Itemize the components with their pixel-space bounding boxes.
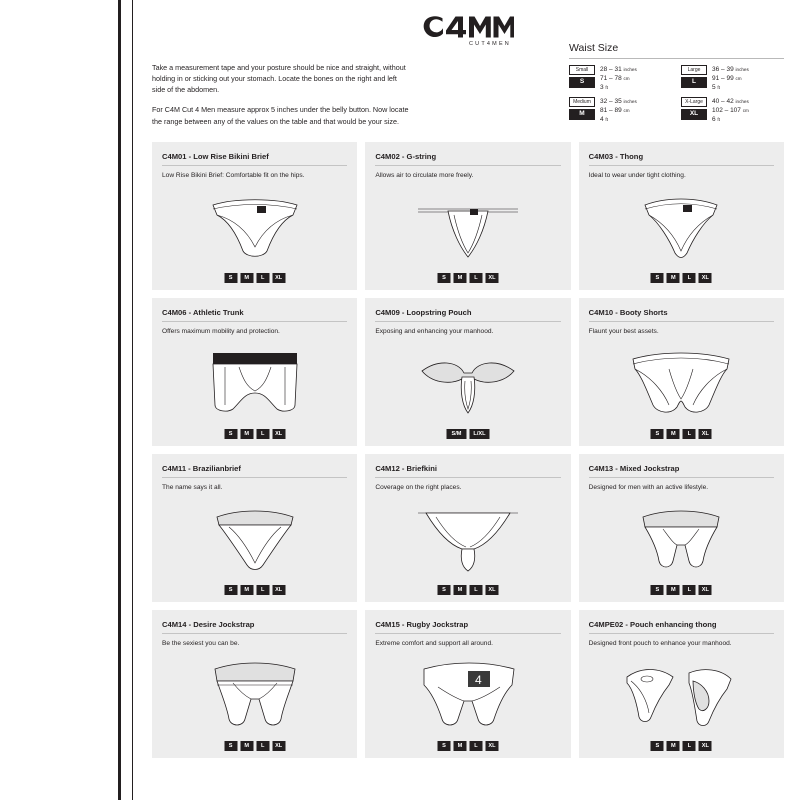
size-badge[interactable]: L — [469, 741, 482, 751]
size-label-long: Large — [681, 65, 707, 75]
size-measurements — [712, 97, 749, 124]
product-title-divider — [162, 165, 347, 166]
size-ft: 5 ft — [712, 83, 720, 91]
page-header — [152, 14, 784, 132]
size-badge[interactable]: XL — [699, 429, 712, 439]
product-title-divider — [375, 477, 560, 478]
c4m-logo-icon — [422, 14, 514, 40]
size-badge[interactable]: L — [683, 429, 696, 439]
size-cm: 71 – 78 cm — [600, 74, 630, 82]
product-illustration-thong — [579, 190, 784, 264]
size-label-short: XL — [681, 109, 707, 120]
size-badge[interactable]: M — [453, 585, 466, 595]
product-description: Designed front pouch to enhance your manhood. — [588, 640, 732, 647]
product-description: Offers maximum mobility and protection. — [162, 328, 280, 335]
size-badge[interactable]: S — [437, 273, 450, 283]
size-badge[interactable]: S — [651, 741, 664, 751]
size-ft: 4 ft — [600, 115, 608, 123]
product-title-divider — [375, 165, 560, 166]
product-title: C4M12 - Briefkini — [375, 464, 437, 473]
size-badge[interactable]: XL — [272, 429, 285, 439]
product-illustration-trunk — [152, 346, 357, 420]
size-measurements — [600, 65, 637, 92]
product-card[interactable] — [152, 454, 357, 602]
product-title: C4M02 - G-string — [375, 152, 437, 161]
size-tag-group — [681, 65, 707, 92]
size-badge[interactable]: M — [453, 273, 466, 283]
product-description: Allows air to circulate more freely. — [375, 172, 474, 179]
size-label-short: S — [569, 77, 595, 88]
product-size-list — [224, 741, 285, 751]
product-description: Exposing and enhancing your manhood. — [375, 328, 494, 335]
size-badge[interactable]: M — [240, 741, 253, 751]
size-badge[interactable]: XL — [272, 273, 285, 283]
product-grid — [152, 142, 784, 758]
product-card[interactable] — [365, 298, 570, 446]
product-illustration-loopstring — [365, 346, 570, 420]
product-title: C4M15 - Rugby Jockstrap — [375, 620, 469, 629]
product-card[interactable] — [579, 298, 784, 446]
intro-paragraph-2: For C4M Cut 4 Men measure approx 5 inches under the belly button. Now locate the range between any of the values on the table and that would be your size. — [152, 105, 409, 126]
size-badge[interactable]: L/XL — [469, 429, 489, 439]
size-inches: 36 – 39 inches — [712, 66, 749, 73]
size-badge[interactable]: M — [667, 273, 680, 283]
size-badge[interactable]: S — [437, 741, 450, 751]
size-inches: 32 – 35 inches — [600, 98, 637, 106]
size-tag-group — [681, 97, 707, 124]
product-card[interactable] — [579, 142, 784, 290]
product-description: The name says it all. — [162, 484, 223, 491]
product-illustration-booty-shorts — [579, 346, 784, 420]
product-description: Designed for men with an active lifestyle. — [588, 484, 709, 491]
size-badge[interactable]: S — [224, 273, 237, 283]
size-badge[interactable]: S — [224, 741, 237, 751]
product-card[interactable] — [365, 610, 570, 758]
product-size-list — [446, 429, 489, 439]
size-badge[interactable]: M — [667, 585, 680, 595]
size-badge[interactable]: M — [667, 429, 680, 439]
size-badge[interactable]: XL — [699, 585, 712, 595]
product-title-divider — [162, 633, 347, 634]
size-label-short: M — [569, 109, 595, 120]
product-size-list — [651, 585, 712, 595]
product-illustration-briefkini — [365, 502, 570, 576]
product-card[interactable] — [152, 298, 357, 446]
waist-size-grid — [569, 65, 784, 125]
size-label-long: Medium — [569, 97, 595, 107]
size-label-long: Small — [569, 65, 595, 75]
product-title: C4MPE02 - Pouch enhancing thong — [588, 620, 717, 629]
size-badge[interactable]: XL — [272, 585, 285, 595]
product-illustration-bikini-brief — [152, 190, 357, 264]
size-inches: 28 – 31 inches — [600, 66, 637, 73]
product-illustration-pouch-thong — [579, 658, 784, 732]
size-badge[interactable]: L — [256, 741, 269, 751]
product-size-list — [651, 429, 712, 439]
product-card[interactable] — [579, 454, 784, 602]
size-ft: 3 ft — [600, 83, 608, 91]
size-label-short: L — [681, 77, 707, 88]
size-badge[interactable]: L — [256, 585, 269, 595]
brand-logo — [373, 14, 563, 48]
size-badge[interactable]: L — [256, 429, 269, 439]
size-cm: 102 – 107 cm — [712, 107, 749, 115]
size-badge[interactable]: L — [256, 273, 269, 283]
product-title-divider — [589, 165, 774, 166]
product-description: Low Rise Bikini Brief: Comfortable fit on the hips. — [162, 172, 305, 179]
size-badge[interactable]: S — [437, 585, 450, 595]
product-size-list — [224, 585, 285, 595]
size-badge[interactable]: S — [224, 585, 237, 595]
product-illustration-brazilian — [152, 502, 357, 576]
size-badge[interactable]: S/M — [446, 429, 466, 439]
product-illustration-desire-jock — [152, 658, 357, 732]
size-badge[interactable]: S — [651, 273, 664, 283]
size-badge[interactable]: L — [683, 585, 696, 595]
size-badge[interactable]: XL — [272, 741, 285, 751]
product-title-divider — [162, 321, 347, 322]
left-border-thin — [132, 0, 133, 800]
product-illustration-jockstrap — [579, 502, 784, 576]
size-ft: 6 ft — [712, 115, 720, 123]
product-title-divider — [589, 321, 774, 322]
svg-text:4: 4 — [474, 673, 482, 687]
size-badge[interactable]: L — [683, 273, 696, 283]
size-label-long: X-Large — [681, 97, 707, 107]
size-badge[interactable]: XL — [485, 741, 498, 751]
product-card[interactable] — [365, 454, 570, 602]
size-badge[interactable]: XL — [485, 585, 498, 595]
product-title: C4M14 - Desire Jockstrap — [162, 620, 255, 629]
product-description: Be the sexiest you can be. — [162, 640, 240, 647]
product-size-list — [651, 273, 712, 283]
size-badge[interactable]: L — [469, 585, 482, 595]
product-illustration-g-string — [365, 190, 570, 264]
size-badge[interactable]: M — [240, 585, 253, 595]
product-card[interactable] — [365, 142, 570, 290]
product-card[interactable] — [152, 610, 357, 758]
size-cm: 91 – 99 cm — [712, 74, 742, 82]
size-badge[interactable]: S — [651, 429, 664, 439]
product-title: C4M13 - Mixed Jockstrap — [588, 464, 680, 473]
product-description: Flaunt your best assets. — [588, 328, 659, 335]
size-badge[interactable]: M — [453, 741, 466, 751]
size-tag-group — [569, 97, 595, 124]
size-cm: 81 – 89 cm — [600, 107, 630, 115]
product-title: C4M06 - Athletic Trunk — [162, 308, 244, 317]
size-badge[interactable]: M — [240, 273, 253, 283]
size-measurements — [600, 97, 637, 124]
intro-paragraph-1: Take a measurement tape and your posture should be nice and straight, without holding in or sticking out your stomach. Locate the bones on the right and left side of the abdomen. — [152, 63, 406, 95]
product-title: C4M09 - Loopstring Pouch — [375, 308, 472, 317]
product-title: C4M03 - Thong — [588, 152, 644, 161]
waist-size-entry — [569, 97, 667, 124]
size-badge[interactable]: S — [224, 429, 237, 439]
product-size-list — [437, 741, 498, 751]
product-size-list — [437, 585, 498, 595]
product-card[interactable] — [152, 142, 357, 290]
product-title: C4M11 - Brazilianbrief — [162, 464, 241, 473]
product-title: C4M10 - Booty Shorts — [588, 308, 668, 317]
product-card[interactable] — [579, 610, 784, 758]
waist-size-entry — [681, 65, 779, 92]
waist-size-entry — [569, 65, 667, 92]
product-description: Coverage on the right places. — [375, 484, 462, 491]
waist-size-title: Waist Size — [569, 42, 619, 54]
brand-tagline: CUT4MEN — [469, 41, 511, 47]
product-title-divider — [589, 633, 774, 634]
product-description: Extreme comfort and support all around. — [375, 640, 493, 647]
product-title-divider — [375, 321, 560, 322]
size-badge[interactable]: XL — [699, 273, 712, 283]
waist-title-divider — [569, 58, 784, 59]
product-description: Ideal to wear under tight clothing. — [588, 172, 686, 179]
size-badge[interactable]: XL — [485, 273, 498, 283]
product-title: C4M01 - Low Rise Bikini Brief — [162, 152, 269, 161]
product-title-divider — [375, 633, 560, 634]
waist-size-entry — [681, 97, 779, 124]
size-badge[interactable]: L — [683, 741, 696, 751]
product-size-list — [224, 273, 285, 283]
product-illustration-rugby-jock — [365, 658, 570, 732]
left-border-thick — [118, 0, 121, 800]
product-title-divider — [589, 477, 774, 478]
size-tag-group — [569, 65, 595, 92]
size-inches: 40 – 42 inches — [712, 98, 749, 106]
size-badge[interactable]: M — [240, 429, 253, 439]
intro-text — [152, 62, 410, 136]
size-badge[interactable]: M — [667, 741, 680, 751]
waist-size-table — [569, 42, 784, 125]
product-size-list — [437, 273, 498, 283]
size-measurements — [712, 65, 749, 92]
product-size-list — [224, 429, 285, 439]
product-size-list — [651, 741, 712, 751]
size-badge[interactable]: L — [469, 273, 482, 283]
size-badge[interactable]: XL — [699, 741, 712, 751]
size-badge[interactable]: S — [651, 585, 664, 595]
product-title-divider — [162, 477, 347, 478]
